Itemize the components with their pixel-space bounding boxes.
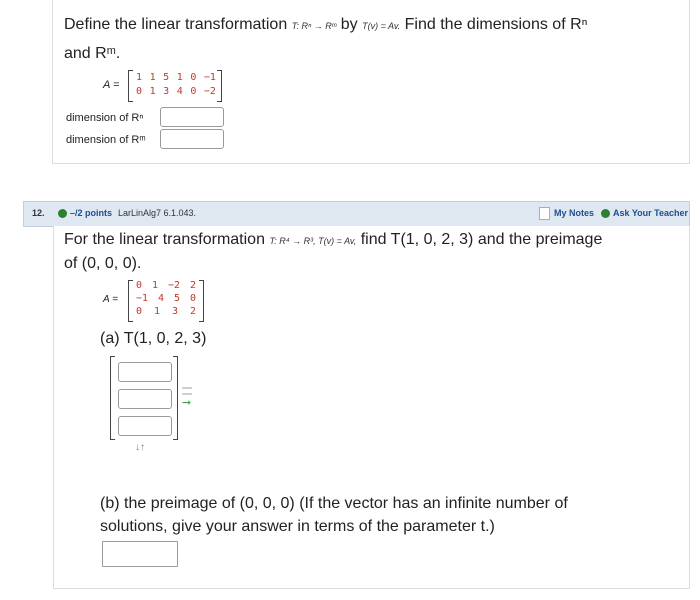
q11-by-word: by <box>340 16 358 33</box>
dim-m-label: dimension of Rᵐ <box>66 134 146 146</box>
part-a-input-2[interactable] <box>118 389 172 409</box>
q12-prompt-line1 <box>64 231 602 249</box>
matrix-cell: 1 <box>151 280 159 291</box>
dim-m-input[interactable] <box>160 129 224 149</box>
matrix-bracket-left <box>128 70 133 102</box>
q12-matrix-row-1 <box>136 280 196 291</box>
matrix-cell: 0 <box>136 86 143 97</box>
ask-your-teacher-button[interactable]: Ask Your Teacher <box>613 208 689 218</box>
q11-prompt-line1 <box>64 16 587 34</box>
part-a-input-1[interactable] <box>118 362 172 382</box>
question-number: 12. <box>32 208 45 218</box>
matrix-cell: 5 <box>163 72 170 83</box>
matrix-cell: 3 <box>163 86 170 97</box>
remove-column-icon[interactable] <box>182 387 192 395</box>
matrix-cell: 3 <box>171 306 178 317</box>
matrix-cell: 2 <box>189 280 196 291</box>
plus-circle-icon[interactable] <box>601 209 610 218</box>
part-b-text-line2: solutions, give your answer in terms of the parameter t.) <box>100 518 495 535</box>
matrix-cell: 0 <box>190 86 197 97</box>
part-a-vector <box>110 356 178 438</box>
matrix-cell: 0 <box>189 293 196 304</box>
matrix-bracket-right <box>199 280 204 322</box>
matrix-cell: 4 <box>158 293 165 304</box>
q12-matrix-row-2 <box>136 293 196 304</box>
q11-matrix <box>128 70 222 100</box>
part-b-text-line1: (b) the preimage of (0, 0, 0) (If the vector has an infinite number of <box>100 495 568 512</box>
vector-bracket-left <box>110 356 115 440</box>
vector-bracket-right <box>173 356 178 440</box>
q12-prompt-line2: of (0, 0, 0). <box>64 255 142 272</box>
matrix-cell: 1 <box>149 72 156 83</box>
q12-matrix-row-3 <box>136 306 196 317</box>
notes-icon[interactable] <box>539 207 550 220</box>
matrix-cell: 0 <box>136 306 143 317</box>
matrix-bracket-left <box>128 280 133 322</box>
matrix-cell: 5 <box>173 293 181 304</box>
q12-matrix <box>128 280 204 320</box>
q12-matrix-label: A = <box>103 294 118 305</box>
q11-prompt-line2: and Rᵐ. <box>64 45 121 62</box>
matrix-cell: 0 <box>136 280 143 291</box>
part-a-input-3[interactable] <box>118 416 172 436</box>
matrix-cell: −1 <box>136 293 149 304</box>
matrix-cell: 4 <box>176 86 183 97</box>
plus-circle-icon[interactable] <box>58 209 67 218</box>
dim-n-label: dimension of Rⁿ <box>66 112 144 124</box>
question-12-header <box>23 201 690 227</box>
q11-matrix-row-2 <box>136 86 216 97</box>
matrix-cell: −2 <box>167 280 181 291</box>
my-notes-button[interactable]: My Notes <box>554 208 595 218</box>
q11-map-expr: T: Rⁿ → Rᵐ <box>291 21 337 31</box>
resize-rows-arrows-icon[interactable]: ↓↑ <box>135 442 145 453</box>
part-b-input[interactable] <box>102 541 178 567</box>
dim-n-input[interactable] <box>160 107 224 127</box>
question-source: LarLinAlg7 6.1.043. <box>118 208 197 218</box>
matrix-cell: 2 <box>189 306 196 317</box>
q12-prompt-start: For the linear transformation <box>64 231 265 248</box>
matrix-cell: 1 <box>176 72 183 83</box>
add-column-arrow-icon[interactable]: ➞ <box>182 397 192 409</box>
points-link[interactable]: –/2 points <box>70 208 113 218</box>
q12-map-expr: T: R⁴ → R³, T(v) = Av, <box>269 236 357 246</box>
matrix-cell: −2 <box>203 86 216 97</box>
matrix-cell: −1 <box>203 72 216 83</box>
matrix-cell: 1 <box>153 306 161 317</box>
matrix-cell: 1 <box>136 72 143 83</box>
q12-prompt-end: find T(1, 0, 2, 3) and the preimage <box>360 231 603 248</box>
matrix-bracket-right <box>217 70 222 102</box>
matrix-cell: 1 <box>149 86 156 97</box>
q11-prompt-end: Find the dimensions of Rⁿ <box>404 16 588 33</box>
q11-rule: T(v) = Av. <box>362 21 401 31</box>
matrix-cell: 0 <box>190 72 197 83</box>
part-a-label: (a) T(1, 0, 2, 3) <box>100 330 207 347</box>
q11-matrix-label: A = <box>103 79 120 91</box>
q11-prompt-start: Define the linear transformation <box>64 16 288 33</box>
q11-matrix-row-1 <box>136 72 216 83</box>
